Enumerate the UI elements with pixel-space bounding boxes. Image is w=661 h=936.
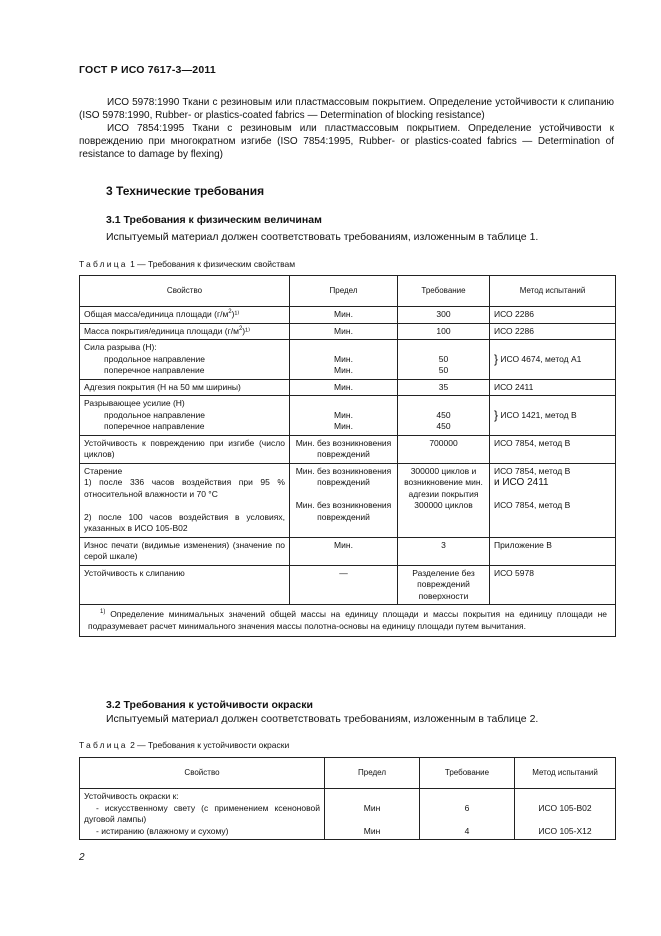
table-row <box>80 307 616 324</box>
cell-property: Разрывающее усилие (Н) продольное направление поперечное направление <box>80 396 290 436</box>
cell-requirement: 700000 <box>398 435 490 463</box>
table-row <box>80 396 616 436</box>
cell-method: ИСО 2286 <box>490 307 616 324</box>
cell-requirement: 300000 циклов и возникновение мин. адгезии покрытия 300000 циклов <box>398 463 490 537</box>
section-3-1-text: Испытуемый материал должен соответствовать требованиям, изложенным в таблице 1. <box>106 231 539 243</box>
cell-property: Устойчивость окраски к: - искусственному свету (с применением ксеноновой дуговой лампы) - истиранию (влажному и сухому) <box>80 789 325 840</box>
cell-method: ИСО 2286 <box>490 323 616 340</box>
cell-limit: Мин. <box>290 307 398 324</box>
cell-property: Адгезия покрытия (Н на 50 мм ширины) <box>80 379 290 396</box>
table-2-header-row <box>80 758 616 789</box>
section-3-heading: 3 Технические требования <box>106 184 265 198</box>
cell-limit: Мин. без возникновения повреждений <box>290 435 398 463</box>
reference-iso-7854: ИСО 7854:1995 Ткани с резиновым или пластмассовым покрытием. Определение устойчивости к повреждению при многократном изгибе (ISO 7854:1995, Rubber- or plastics-coated fabrics — Determination of resistance to damage by flexing) <box>79 123 614 160</box>
cell-method: Приложение В <box>490 537 616 565</box>
header-requirement: Требование <box>420 758 515 789</box>
cell-limit: Мин. без возникновения повреждений Мин. без возникновения повреждений <box>290 463 398 537</box>
cell-requirement: 50 50 <box>398 340 490 380</box>
table-1-header-row <box>80 276 616 307</box>
cell-property: Устойчивость к слипанию <box>80 565 290 605</box>
cell-method: ИСО 7854, метод В и ИСО 2411 ИСО 7854, метод В <box>490 463 616 537</box>
cell-property: Общая масса/единица площади $(г/м^2)^{1)}$ <box>80 307 290 324</box>
header-property: Свойство <box>80 758 325 789</box>
reference-iso-5978: ИСО 5978:1990 Ткани с резиновым или пластмассовым покрытием. Определение устойчивости к слипанию (ISO 5978:1990, Rubber- or plastics-coated fabrics — Determination of blocking resistance) <box>79 97 614 121</box>
cell-limit: — <box>290 565 398 605</box>
table-2-caption: Таблица 2 — Требования к устойчивости окраски <box>79 740 290 750</box>
table-1-physical-properties <box>79 275 616 637</box>
cell-requirement: 450 450 <box>398 396 490 436</box>
cell-property: Масса покрытия/единица площади $(г/м^2)^{1)}$ <box>80 323 290 340</box>
cell-method: ИСО 105-В02 ИСО 105-X12 <box>515 789 616 840</box>
table-row <box>80 463 616 537</box>
cell-property: Сила разрыва (Н): продольное направление поперечное направление <box>80 340 290 380</box>
header-method: Метод испытаний <box>490 276 616 307</box>
cell-method: ИСО 5978 <box>490 565 616 605</box>
cell-requirement: 6 4 <box>420 789 515 840</box>
cell-method: ИСО 7854, метод В <box>490 435 616 463</box>
table-row <box>80 789 616 840</box>
header-limit: Предел <box>290 276 398 307</box>
cell-limit: Мин. <box>290 537 398 565</box>
cell-requirement: 300 <box>398 307 490 324</box>
section-3-1-heading: 3.1 Требования к физическим величинам <box>106 214 322 226</box>
cell-requirement: 100 <box>398 323 490 340</box>
cell-requirement: 3 <box>398 537 490 565</box>
document-header: ГОСТ Р ИСО 7617-3—2011 <box>79 64 216 76</box>
cell-limit: Мин. <box>290 323 398 340</box>
table-1-caption: Таблица 1 — Требования к физическим свойствам <box>79 259 296 269</box>
table-footnote-row <box>80 605 616 637</box>
cell-property: Старение 1) после 336 часов воздействия при 95 % относительной влажности и 70 °С 2) после 100 часов воздействия в условиях, указанных в ИСО 105-В02 <box>80 463 290 537</box>
table-row <box>80 435 616 463</box>
page-number: 2 <box>79 852 85 863</box>
cell-requirement: 35 <box>398 379 490 396</box>
cell-method: ИСО 2411 <box>490 379 616 396</box>
header-method: Метод испытаний <box>515 758 616 789</box>
cell-property: Устойчивость к повреждению при изгибе (число циклов) <box>80 435 290 463</box>
table-row <box>80 565 616 605</box>
cell-limit: Мин. Мин. <box>290 340 398 380</box>
table-2-colour-fastness <box>79 757 616 840</box>
header-limit: Предел <box>325 758 420 789</box>
table-1-footnote: $^{1)}$ Определение минимальных значений общей массы на единицу площади и массы покрытия на единицу площади не подразумевает расчет минимального значения массы полотна-основы на единицу площади путем вычитания. <box>80 605 616 637</box>
section-3-2-heading: 3.2 Требования к устойчивости окраски <box>106 699 313 711</box>
table-row <box>80 323 616 340</box>
table-row <box>80 537 616 565</box>
cell-method: } ИСО 4674, метод А1 <box>490 340 616 380</box>
cell-requirement: Разделение без повреждений поверхности <box>398 565 490 605</box>
header-requirement: Требование <box>398 276 490 307</box>
cell-limit: Мин. Мин. <box>290 396 398 436</box>
cell-limit: Мин. <box>290 379 398 396</box>
table-row <box>80 340 616 380</box>
header-property: Свойство <box>80 276 290 307</box>
cell-method: } ИСО 1421, метод В <box>490 396 616 436</box>
table-row <box>80 379 616 396</box>
cell-property: Износ печати (видимые изменения) (значение по серой шкале) <box>80 537 290 565</box>
cell-limit: Мин Мин <box>325 789 420 840</box>
section-3-2-text: Испытуемый материал должен соответствовать требованиям, изложенным в таблице 2. <box>106 713 539 725</box>
